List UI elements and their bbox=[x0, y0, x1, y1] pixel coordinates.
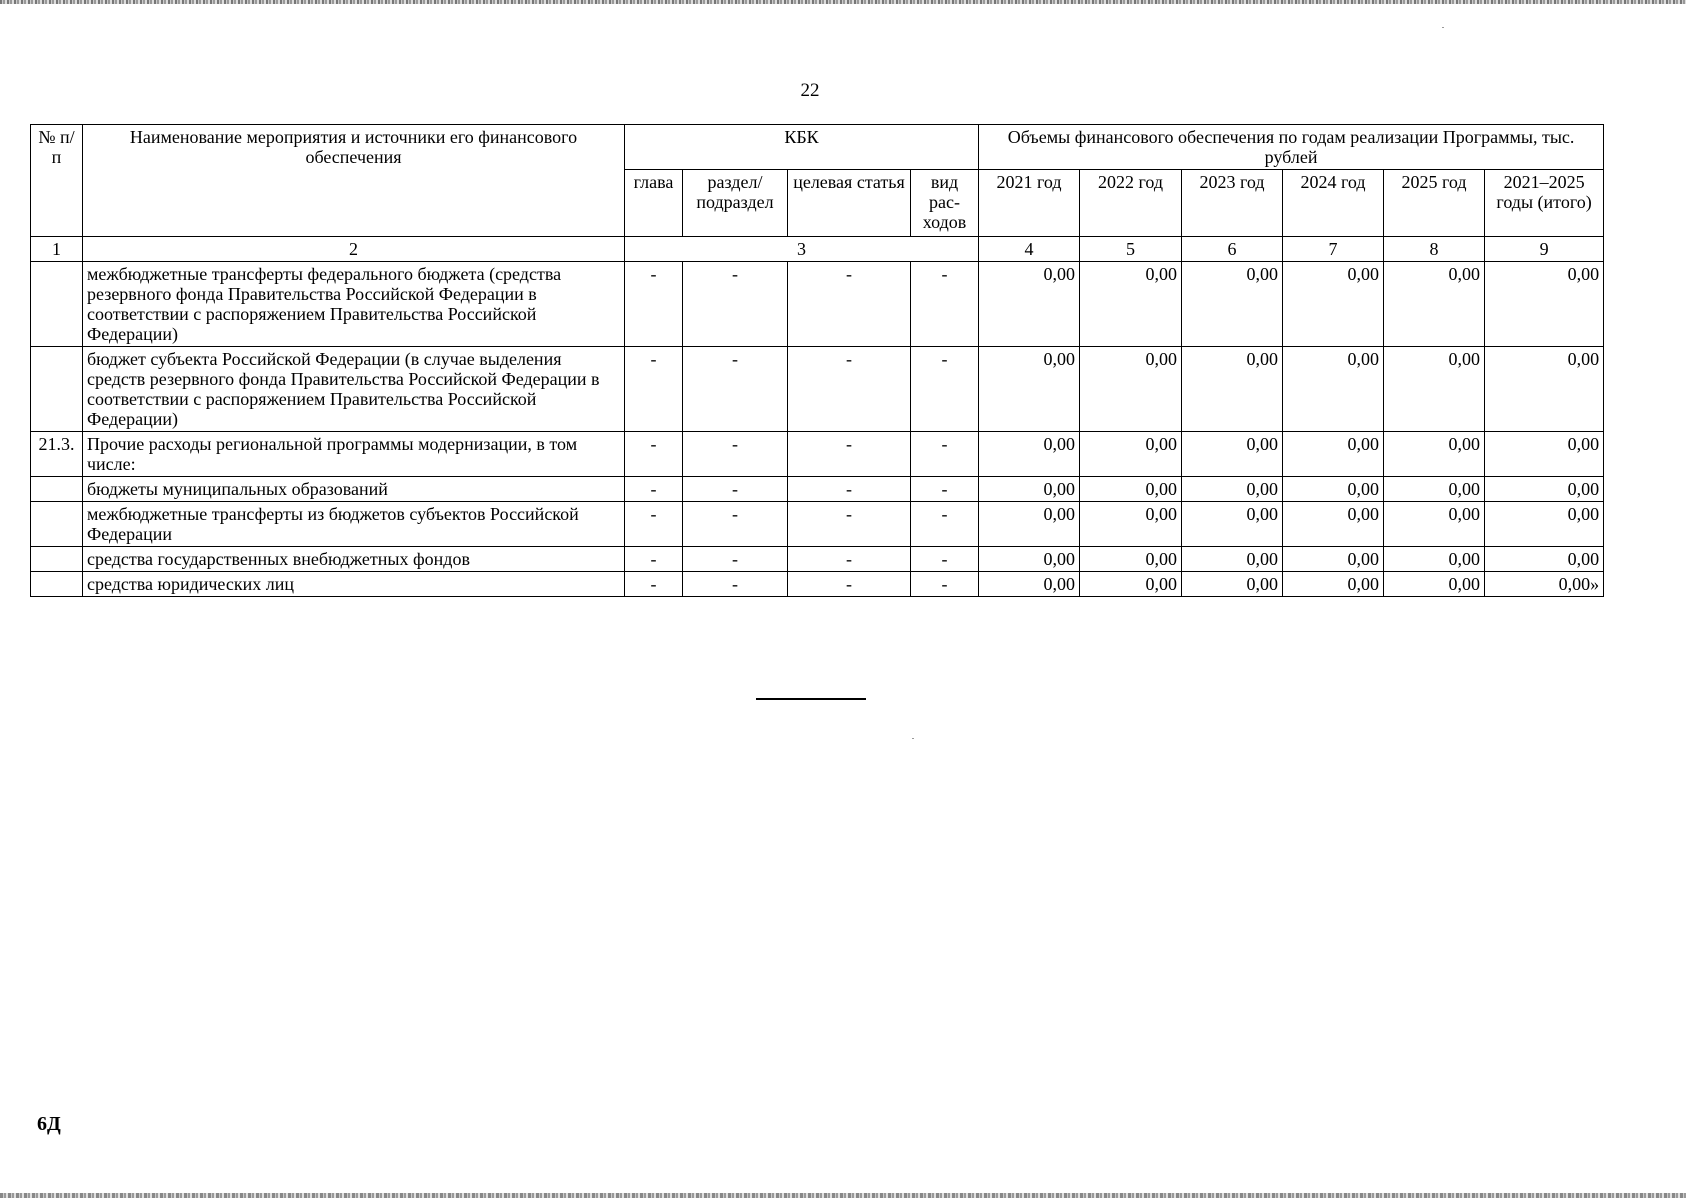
cell-2024: 0,00 bbox=[1283, 572, 1384, 597]
cell-2022: 0,00 bbox=[1080, 262, 1182, 347]
row-name: межбюджетные трансферты из бюджетов субъектов Российской Федерации bbox=[83, 502, 625, 547]
header-volumes: Объемы финансового обеспечения по годам реализации Программы, тыс. рублей bbox=[979, 125, 1604, 170]
cell-2024: 0,00 bbox=[1283, 347, 1384, 432]
cell-vid: - bbox=[911, 262, 979, 347]
cell-celevaya: - bbox=[788, 432, 911, 477]
header-row-1 bbox=[31, 125, 1604, 170]
cell-glava: - bbox=[625, 477, 683, 502]
cell-2021: 0,00 bbox=[979, 547, 1080, 572]
cell-glava: - bbox=[625, 262, 683, 347]
table-row bbox=[31, 547, 1604, 572]
cell-2022: 0,00 bbox=[1080, 347, 1182, 432]
column-index: 5 bbox=[1080, 237, 1182, 262]
cell-2023: 0,00 bbox=[1182, 432, 1283, 477]
table-row bbox=[31, 347, 1604, 432]
cell-celevaya: - bbox=[788, 502, 911, 547]
header-num: № п/п bbox=[31, 125, 83, 237]
cell-razdel: - bbox=[683, 502, 788, 547]
header-y2024: 2024 год bbox=[1283, 170, 1384, 237]
cell-2021: 0,00 bbox=[979, 347, 1080, 432]
cell-2022: 0,00 bbox=[1080, 477, 1182, 502]
cell-2025: 0,00 bbox=[1384, 547, 1485, 572]
cell-2022: 0,00 bbox=[1080, 547, 1182, 572]
cell-celevaya: - bbox=[788, 547, 911, 572]
cell-razdel: - bbox=[683, 477, 788, 502]
cell-2022: 0,00 bbox=[1080, 502, 1182, 547]
column-index: 3 bbox=[625, 237, 979, 262]
cell-2021: 0,00 bbox=[979, 477, 1080, 502]
cell-vid: - bbox=[911, 432, 979, 477]
cell-2023: 0,00 bbox=[1182, 547, 1283, 572]
header-vid: вид рас-ходов bbox=[911, 170, 979, 237]
header-y2023: 2023 год bbox=[1182, 170, 1283, 237]
cell-celevaya: - bbox=[788, 347, 911, 432]
cell-2023: 0,00 bbox=[1182, 572, 1283, 597]
cell-2021: 0,00 bbox=[979, 262, 1080, 347]
cell-total: 0,00» bbox=[1485, 572, 1604, 597]
cell-2025: 0,00 bbox=[1384, 502, 1485, 547]
cell-razdel: - bbox=[683, 262, 788, 347]
header-glava: глава bbox=[625, 170, 683, 237]
header-name: Наименование мероприятия и источники его финансового обеспечения bbox=[83, 125, 625, 237]
cell-2022: 0,00 bbox=[1080, 572, 1182, 597]
column-index-row bbox=[31, 237, 1604, 262]
cell-2023: 0,00 bbox=[1182, 477, 1283, 502]
row-name: Прочие расходы региональной программы модернизации, в том числе: bbox=[83, 432, 625, 477]
column-index: 4 bbox=[979, 237, 1080, 262]
cell-2025: 0,00 bbox=[1384, 432, 1485, 477]
header-y2022: 2022 год bbox=[1080, 170, 1182, 237]
cell-2025: 0,00 bbox=[1384, 262, 1485, 347]
separator-line bbox=[756, 698, 866, 700]
row-number bbox=[31, 262, 83, 347]
cell-2021: 0,00 bbox=[979, 502, 1080, 547]
cell-2023: 0,00 bbox=[1182, 347, 1283, 432]
page-number: 22 bbox=[800, 80, 820, 101]
cell-2025: 0,00 bbox=[1384, 477, 1485, 502]
cell-vid: - bbox=[911, 347, 979, 432]
column-index: 7 bbox=[1283, 237, 1384, 262]
header-celevaya: целевая статья bbox=[788, 170, 911, 237]
column-index: 6 bbox=[1182, 237, 1283, 262]
cell-2022: 0,00 bbox=[1080, 432, 1182, 477]
row-number bbox=[31, 572, 83, 597]
cell-glava: - bbox=[625, 432, 683, 477]
cell-razdel: - bbox=[683, 347, 788, 432]
header-kbk: КБК bbox=[625, 125, 979, 170]
column-index: 2 bbox=[83, 237, 625, 262]
cell-glava: - bbox=[625, 547, 683, 572]
row-name: средства государственных внебюджетных фондов bbox=[83, 547, 625, 572]
cell-glava: - bbox=[625, 502, 683, 547]
cell-razdel: - bbox=[683, 432, 788, 477]
row-name: межбюджетные трансферты федерального бюджета (средства резервного фонда Правительства Российской Федерации в соответствии с распоряжением Правительства Российской Федерации) bbox=[83, 262, 625, 347]
row-number: 21.3. bbox=[31, 432, 83, 477]
scan-speck bbox=[1442, 27, 1444, 28]
cell-razdel: - bbox=[683, 547, 788, 572]
cell-total: 0,00 bbox=[1485, 347, 1604, 432]
row-number bbox=[31, 547, 83, 572]
cell-2024: 0,00 bbox=[1283, 547, 1384, 572]
header-y2021: 2021 год bbox=[979, 170, 1080, 237]
header-total: 2021–2025 годы (итого) bbox=[1485, 170, 1604, 237]
cell-2025: 0,00 bbox=[1384, 347, 1485, 432]
scan-edge-top bbox=[0, 0, 1686, 4]
table-row bbox=[31, 432, 1604, 477]
cell-2024: 0,00 bbox=[1283, 477, 1384, 502]
column-index: 8 bbox=[1384, 237, 1485, 262]
cell-vid: - bbox=[911, 572, 979, 597]
cell-razdel: - bbox=[683, 572, 788, 597]
cell-2023: 0,00 bbox=[1182, 502, 1283, 547]
cell-celevaya: - bbox=[788, 262, 911, 347]
cell-2024: 0,00 bbox=[1283, 432, 1384, 477]
row-number bbox=[31, 477, 83, 502]
cell-celevaya: - bbox=[788, 477, 911, 502]
row-name: бюджеты муниципальных образований bbox=[83, 477, 625, 502]
table-row bbox=[31, 502, 1604, 547]
cell-celevaya: - bbox=[788, 572, 911, 597]
header-razdel: раздел/ подраздел bbox=[683, 170, 788, 237]
cell-2021: 0,00 bbox=[979, 572, 1080, 597]
column-index: 9 bbox=[1485, 237, 1604, 262]
table-row bbox=[31, 477, 1604, 502]
cell-glava: - bbox=[625, 572, 683, 597]
row-number bbox=[31, 502, 83, 547]
cell-total: 0,00 bbox=[1485, 262, 1604, 347]
cell-vid: - bbox=[911, 547, 979, 572]
cell-total: 0,00 bbox=[1485, 547, 1604, 572]
cell-glava: - bbox=[625, 347, 683, 432]
row-name: бюджет субъекта Российской Федерации (в случае выделения средств резервного фонда Правительства Российской Федерации в соответствии с распоряжением Правительства Российской Федерации) bbox=[83, 347, 625, 432]
cell-total: 0,00 bbox=[1485, 432, 1604, 477]
cell-2025: 0,00 bbox=[1384, 572, 1485, 597]
cell-vid: - bbox=[911, 477, 979, 502]
scan-edge-bottom bbox=[0, 1193, 1686, 1198]
row-name: средства юридических лиц bbox=[83, 572, 625, 597]
column-index: 1 bbox=[31, 237, 83, 262]
table-row bbox=[31, 572, 1604, 597]
cell-vid: - bbox=[911, 502, 979, 547]
cell-2021: 0,00 bbox=[979, 432, 1080, 477]
cell-2023: 0,00 bbox=[1182, 262, 1283, 347]
row-number bbox=[31, 347, 83, 432]
scan-speck bbox=[912, 738, 914, 739]
header-y2025: 2025 год bbox=[1384, 170, 1485, 237]
table-row bbox=[31, 262, 1604, 347]
financing-table bbox=[30, 124, 1604, 597]
cell-2024: 0,00 bbox=[1283, 262, 1384, 347]
cell-total: 0,00 bbox=[1485, 477, 1604, 502]
cell-total: 0,00 bbox=[1485, 502, 1604, 547]
footer-code: 6Д bbox=[37, 1113, 61, 1135]
cell-2024: 0,00 bbox=[1283, 502, 1384, 547]
